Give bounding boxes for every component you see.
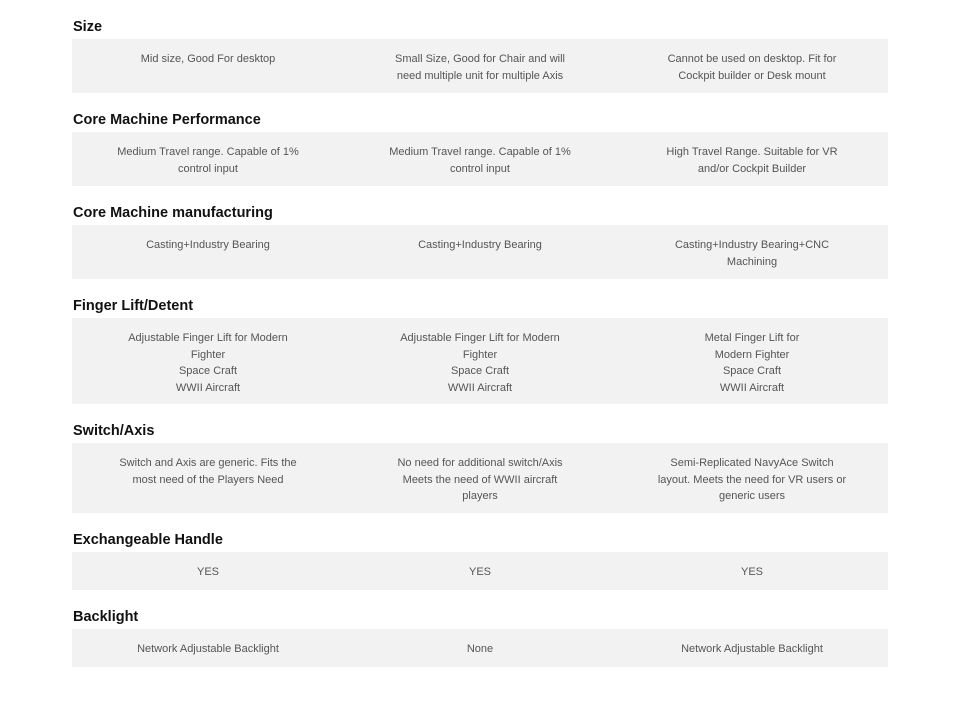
spec-cell-3 — [616, 552, 888, 590]
spec-cell-3 — [616, 225, 888, 279]
spec-cell-3 — [616, 443, 888, 513]
spec-row — [72, 132, 888, 186]
spec-row — [72, 39, 888, 93]
spec-cell-1 — [72, 132, 344, 186]
cell-text: Mid size, Good For desktop — [140, 53, 276, 65]
cell-text: Adjustable Finger Lift for Modern Fighter Space Craft WWII Aircraft — [400, 332, 560, 394]
spec-cell-2 — [344, 552, 616, 590]
spec-cell-2 — [344, 225, 616, 279]
cell-text: YES — [468, 566, 491, 578]
spec-cell-3 — [616, 39, 888, 93]
spec-row — [72, 629, 888, 667]
spec-cell-2 — [344, 318, 616, 404]
cell-text: Metal Finger Lift for Modern Fighter Space Craft WWII Aircraft — [704, 332, 800, 394]
spec-cell-2 — [344, 443, 616, 513]
spec-cell-2 — [344, 629, 616, 667]
cell-text: Small Size, Good for Chair and will need multiple unit for multiple Axis — [395, 53, 565, 82]
section-exchangeable-handle — [72, 529, 888, 590]
spec-row — [72, 443, 888, 513]
cell-text: YES — [196, 566, 219, 578]
spec-cell-3 — [616, 132, 888, 186]
section-title: Core Machine Performance — [73, 112, 261, 128]
cell-text: Medium Travel range. Capable of 1% control input — [117, 146, 299, 175]
section-title: Core Machine manufacturing — [73, 205, 273, 221]
spec-cell-1 — [72, 39, 344, 93]
spec-cell-3 — [616, 318, 888, 404]
spec-row — [72, 225, 888, 279]
cell-text: Cannot be used on desktop. Fit for Cockpit builder or Desk mount — [667, 53, 837, 82]
cell-text: High Travel Range. Suitable for VR and/or Cockpit Builder — [666, 146, 838, 175]
section-title: Backlight — [73, 609, 139, 625]
section-core-machine-manufacturing — [72, 202, 888, 279]
spec-row — [72, 552, 888, 590]
spec-row — [72, 318, 888, 404]
section-title: Switch/Axis — [73, 423, 155, 439]
cell-text: Network Adjustable Backlight — [137, 643, 279, 655]
cell-text: Semi-Replicated NavyAce Switch layout. Meets the need for VR users or generic users — [657, 457, 847, 502]
spec-cell-1 — [72, 443, 344, 513]
section-title: Exchangeable Handle — [73, 532, 223, 548]
spec-cell-1 — [72, 629, 344, 667]
cell-text: None — [466, 643, 494, 655]
section-core-machine-performance — [72, 109, 888, 186]
cell-text: Medium Travel range. Capable of 1% control input — [389, 146, 571, 175]
section-switch-axis — [72, 420, 888, 513]
spec-cell-2 — [344, 39, 616, 93]
spec-comparison-table — [72, 16, 888, 667]
spec-cell-1 — [72, 225, 344, 279]
section-title: Finger Lift/Detent — [73, 298, 194, 314]
spec-cell-1 — [72, 552, 344, 590]
cell-text: Casting+Industry Bearing+CNC Machining — [674, 239, 830, 268]
cell-text: YES — [740, 566, 763, 578]
spec-cell-3 — [616, 629, 888, 667]
cell-text: Adjustable Finger Lift for Modern Fighter Space Craft WWII Aircraft — [128, 332, 288, 394]
cell-text: Switch and Axis are generic. Fits the most need of the Players Need — [119, 457, 297, 486]
cell-text: Network Adjustable Backlight — [681, 643, 823, 655]
cell-text: Casting+Industry Bearing — [418, 239, 542, 251]
cell-text: No need for additional switch/Axis Meets the need of WWII aircraft players — [397, 457, 563, 502]
spec-cell-1 — [72, 318, 344, 404]
cell-text: Casting+Industry Bearing — [146, 239, 270, 251]
section-size — [72, 16, 888, 93]
section-finger-lift-detent — [72, 295, 888, 404]
section-backlight — [72, 606, 888, 667]
spec-cell-2 — [344, 132, 616, 186]
section-title: Size — [73, 19, 103, 35]
